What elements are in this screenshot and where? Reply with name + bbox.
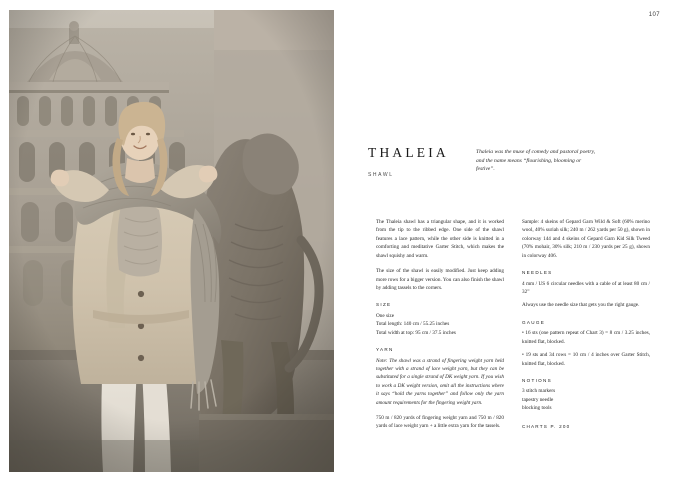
gauge-heading: GAUGE <box>522 319 546 325</box>
size-line: Total length: 140 cm / 55.25 inches <box>376 321 450 328</box>
notions-line: blocking tools <box>522 405 552 412</box>
materials-column <box>522 218 650 430</box>
yarn-heading: YARN <box>376 347 394 353</box>
size-heading: SIZE <box>376 302 392 308</box>
model-wearing-shawl-photo <box>9 10 334 472</box>
sample-paragraph: Sample: 4 skeins of Gepard Garn Wild & Soft (60% merino wool, 40% suriah silk; 240 m / 262 yards per 50 g), shown in colorway 144 and 4 skeins of Gepard Garn Kid Silk Tweed (70% mohair, 30% silk; 210 m / 230 yards per 25 g), shown in colorway 406. <box>522 219 650 259</box>
epigraph-text: Thaleia was the muse of comedy and pastoral poetry, and the name means “flourishing, blooming or festive”. <box>476 149 596 173</box>
yarn-amounts: 750 m / 820 yards of fingering weight yarn and 750 m / 820 yards of lace weight yarn + a little extra yarn for the tassels. <box>376 415 504 430</box>
size-line: Total width at top: 95 cm / 37.5 inches <box>376 329 456 336</box>
charts-reference: CHARTS P. 200 <box>522 423 571 429</box>
needles-line: Always use the needle size that gets you the right gauge. <box>522 302 640 309</box>
size-list <box>376 312 504 337</box>
page-title: THALEIA <box>368 145 449 160</box>
size-line: One size <box>376 312 395 319</box>
notions-list <box>522 387 650 412</box>
needles-heading: NEEDLES <box>522 270 553 276</box>
intro-paragraph-1: The Thaleia shawl has a triangular shape, and it is worked from the tip to the ribbed edge. One side of the shawl features a lace pattern, while the other side is knitted in a comforting and meditative Garter Stitch, which makes the shawl squishy and warm. <box>376 219 504 259</box>
yarn-note: Note: The shawl was a strand of fingering weight yarn held together with a strand of lace weight yarn, but they can be substituted for a single strand of DK weight yarn. If you wish to work a DK weight version, omit all the instructions where it says “hold the yarns together” and follow only the yarn amount requirements for the fingering weight yarn. <box>376 357 504 406</box>
page-number: 107 <box>648 12 660 18</box>
pattern-description-column <box>376 218 504 438</box>
notions-line: 3 stitch markers <box>522 388 556 395</box>
notions-line: tapestry needle <box>522 396 554 403</box>
garment-type-label: SHAWL <box>368 172 394 178</box>
gauge-line: • 19 sts and 34 rows = 10 cm / 4 inches over Garter Stitch, knitted flat, blocked. <box>522 352 650 367</box>
intro-paragraph-2: The size of the shawl is easily modified. Just keep adding more rows for a bigger version. You can also finish the shawl by adding tassels to the corners. <box>376 268 504 291</box>
notions-heading: NOTIONS <box>522 377 553 383</box>
needles-line: 4 mm / US 6 circular needles with a cable of at least 80 cm / 32” <box>522 280 650 295</box>
gauge-line: • 16 sts (one pattern repeat of Chart 3) = 8 cm / 3.25 inches, knitted flat, blocked. <box>522 330 650 345</box>
